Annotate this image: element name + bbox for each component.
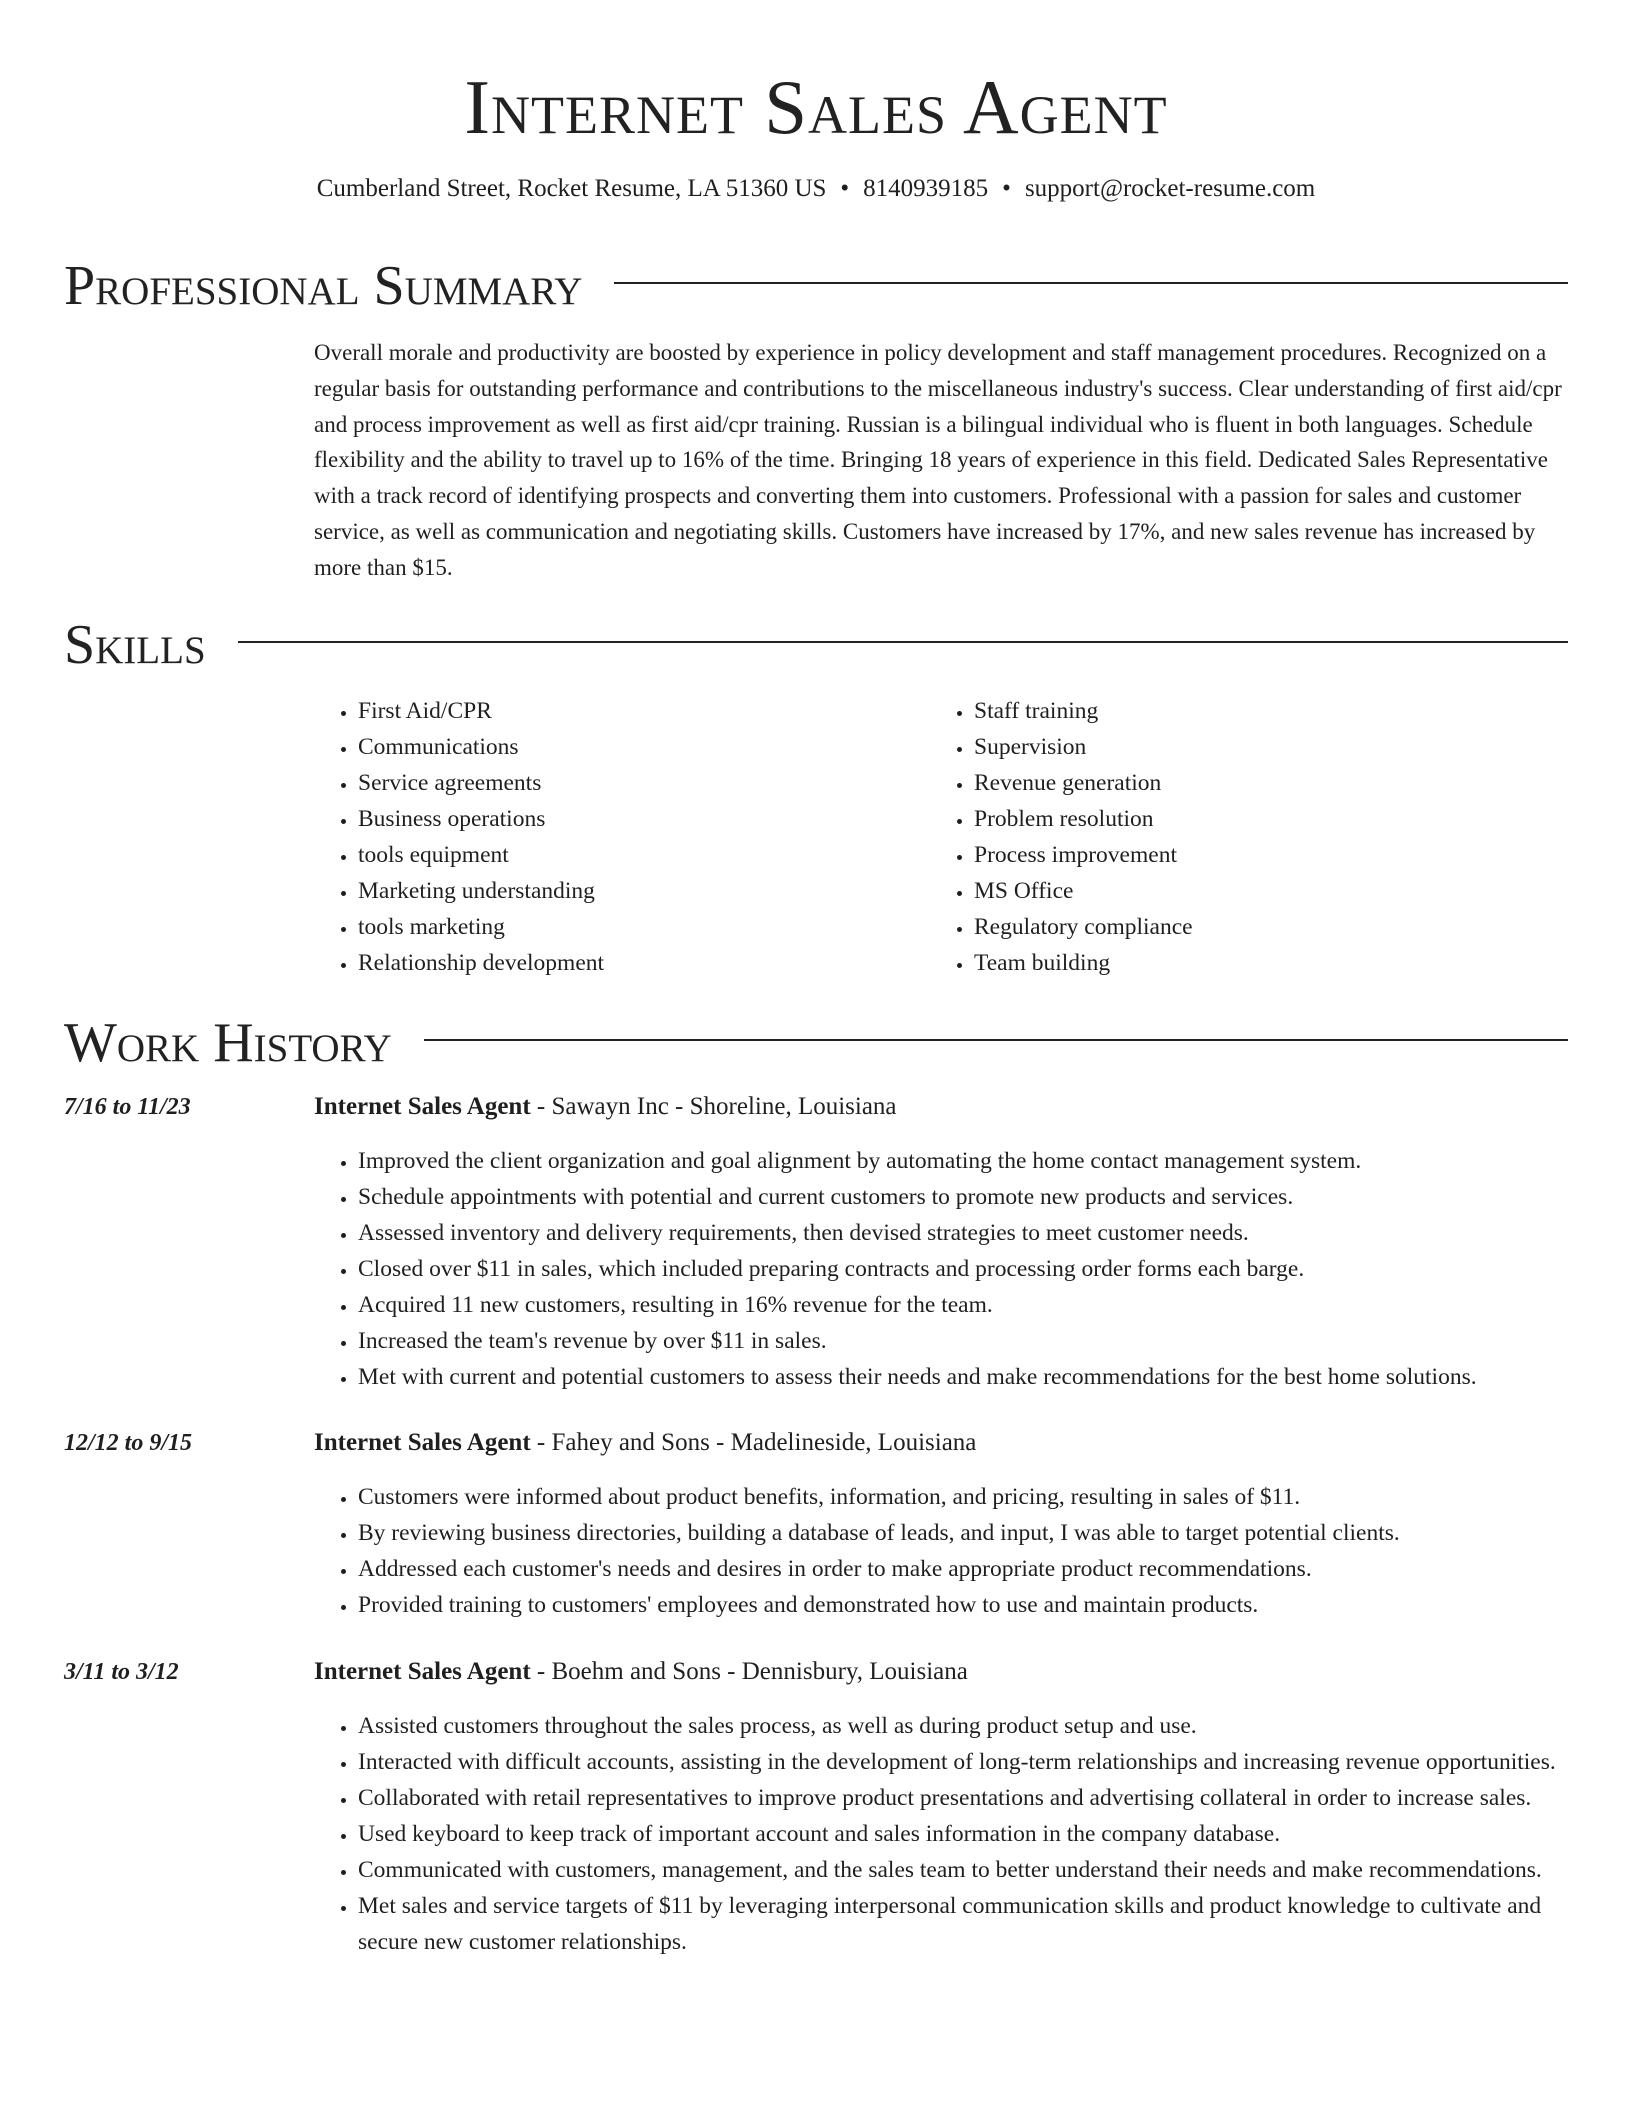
job-bullet: • Communicated with customers, management, and the sales team to better understand their needs and make recommendations. [358,1852,1568,1888]
job-bullet: • By reviewing business directories, building a database of leads, and input, I was able to target potential clients. [358,1515,1568,1551]
skill-item: • Revenue generation [974,765,1546,801]
skill-item: • Team building [974,945,1546,981]
skill-item: • MS Office [974,873,1546,909]
skill-item: • Staff training [974,693,1546,729]
skill-item: • Communications [358,729,930,765]
job-bullet: • Interacted with difficult accounts, assisting in the development of long-term relationships and increasing revenue opportunities. [358,1744,1568,1780]
job-bullet: • Used keyboard to keep track of important account and sales information in the company database. [358,1816,1568,1852]
summary-section-header [64,256,1568,316]
job-bullet: • Provided training to customers' employees and demonstrated how to use and maintain products. [358,1587,1568,1623]
skill-item: • Marketing understanding [358,873,930,909]
job-title-line [314,1089,897,1125]
skills-list [314,693,1568,981]
skill-item: • Process improvement [974,837,1546,873]
job-bullet: • Addressed each customer's needs and desires in order to make appropriate product recommendations. [358,1551,1568,1587]
skill-item: • Regulatory compliance [974,909,1546,945]
work-history-heading: Work History [64,1012,392,1074]
job-bullet: • Met sales and service targets of $11 by leveraging interpersonal communication skills and product knowledge to cultivate and secure new customer relationships. [358,1888,1568,1960]
contact-separator: • [840,175,850,202]
skill-item: • Service agreements [358,765,930,801]
job-employer: - Sawayn Inc - Shoreline, Louisiana [530,1093,897,1120]
job-employer: - Boehm and Sons - Dennisbury, Louisiana [530,1658,968,1685]
job-bullet: • Improved the client organization and goal alignment by automating the home contact management system. [358,1143,1568,1179]
skill-item: • Supervision [974,729,1546,765]
section-divider [238,641,1568,643]
contact-separator: • [1002,175,1011,202]
skill-item: • tools equipment [358,837,930,873]
job-role: Internet Sales Agent [314,1658,531,1685]
job-bullet: • Collaborated with retail representatives to improve product presentations and advertising collateral in order to increase sales. [358,1780,1568,1816]
contact-line [64,172,1568,206]
skill-item: • Relationship development [358,945,930,981]
job-role: Internet Sales Agent [314,1093,531,1120]
resume-name: Internet Sales Agent [464,64,1168,150]
skills-column-left [314,693,930,981]
summary-text: Overall morale and productivity are boosted by experience in policy development and staff management procedures. Recognized on a regular basis for outstanding performance and contributions to the miscellaneous industry's success. Clear understanding of first aid/cpr and process improvement as well as first aid/cpr training. Russian is a bilingual individual who is fluent in both languages. Schedule flexibility and the ability to travel up to 16% of the time. Bringing 18 years of experience in this field. Dedicated Sales Representative with a track record of identifying prospects and converting them into customers. Professional with a passion for sales and customer service, as well as communication and negotiating skills. Customers have increased by 17%, and new sales revenue has increased by more than $15. [314,340,1562,580]
job-dates: 3/11 to 3/12 [64,1659,179,1685]
skills-column-right [930,693,1546,981]
job-bullets [314,1479,1568,1623]
job-dates: 12/12 to 9/15 [64,1430,193,1456]
job-bullet: • Schedule appointments with potential and current customers to promote new products and services. [358,1179,1568,1215]
skills-section-header [64,615,1568,675]
skill-item: • tools marketing [358,909,930,945]
skill-item: • Business operations [358,801,930,837]
contact-phone: 8140939185 [863,175,989,202]
work-history-section-header [64,1013,1568,1073]
job-bullets [314,1143,1568,1395]
skill-item: • First Aid/CPR [358,693,930,729]
job-bullet: • Assessed inventory and delivery requirements, then devised strategies to meet customer needs. [358,1215,1568,1251]
job-bullet: • Met with current and potential customers to assess their needs and make recommendations for the best home solutions. [358,1359,1568,1395]
job-bullet: • Assisted customers throughout the sales process, as well as during product setup and use. [358,1708,1568,1744]
job-bullets [314,1708,1568,1960]
skill-item: • Problem resolution [974,801,1546,837]
section-divider [424,1039,1568,1041]
job-bullet: • Closed over $11 in sales, which included preparing contracts and processing order forms each barge. [358,1251,1568,1287]
job-title-line [314,1654,968,1690]
contact-email[interactable]: support@rocket-resume.com [1024,175,1316,202]
summary-heading: Professional Summary [64,255,583,317]
job-dates: 7/16 to 11/23 [64,1094,191,1120]
contact-address: Cumberland Street, Rocket Resume, LA 51360 US [316,175,827,202]
job-bullet: • Acquired 11 new customers, resulting in 16% revenue for the team. [358,1287,1568,1323]
job-employer: - Fahey and Sons - Madelineside, Louisiana [530,1429,977,1456]
resume-page [64,0,1568,1955]
job-title-line [314,1425,976,1461]
section-divider [614,282,1568,284]
skills-heading: Skills [64,614,206,676]
job-bullet: • Increased the team's revenue by over $11 in sales. [358,1323,1568,1359]
job-role: Internet Sales Agent [314,1429,531,1456]
job-bullet: • Customers were informed about product benefits, information, and pricing, resulting in sales of $11. [358,1479,1568,1515]
